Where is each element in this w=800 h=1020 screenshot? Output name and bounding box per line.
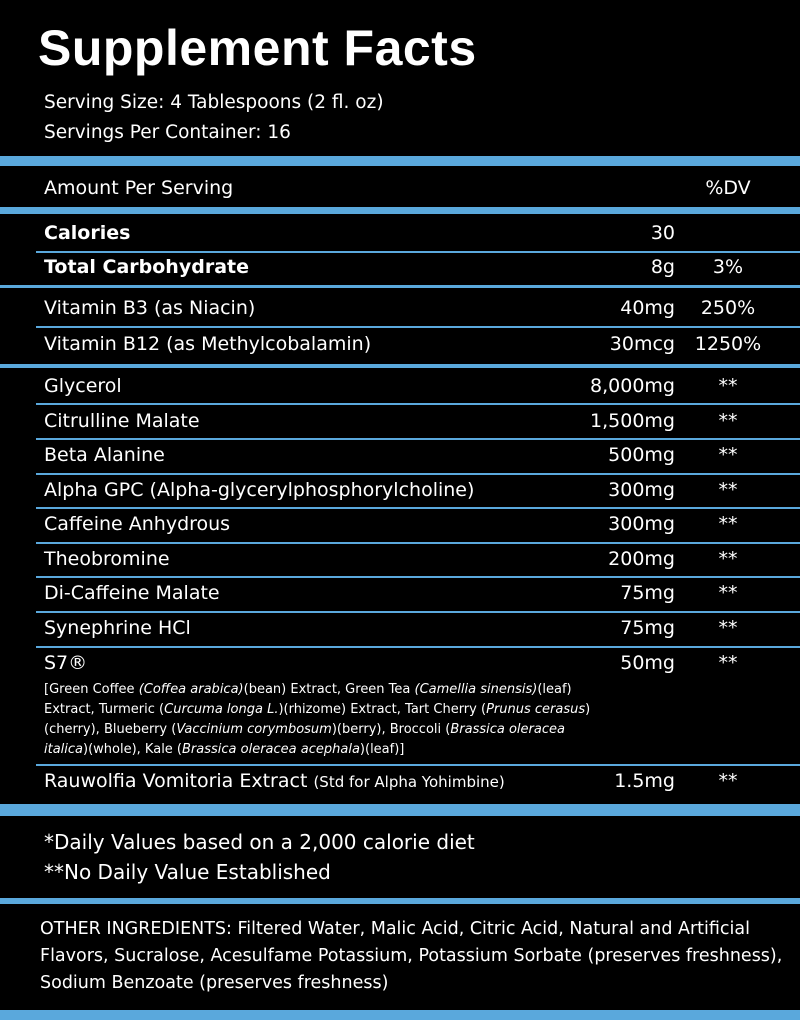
calories-label: Calories <box>44 222 131 244</box>
ingredient-amount: 300mg <box>608 479 675 501</box>
row-divider <box>36 326 800 328</box>
ingredient-amount: 8,000mg <box>590 375 675 397</box>
panel-title: Supplement Facts <box>38 20 477 76</box>
ingredient-name: Alpha GPC (Alpha-glycerylphosphorylcholine) <box>44 479 475 501</box>
footer-divider <box>0 898 800 904</box>
vitamin-b12-amount: 30mcg <box>609 333 675 355</box>
serving-size: Serving Size: 4 Tablespoons (2 fl. oz) <box>44 92 384 113</box>
row-divider <box>36 473 800 475</box>
other-ingredients: OTHER INGREDIENTS: Filtered Water, Malic Acid, Citric Acid, Natural and Artificial Flavors, Sucralose, Acesulfame Potassium, Potassium Sorbate (preserves freshness), Sodium Benzoate (preserves freshness) <box>40 919 783 993</box>
row-divider <box>36 764 800 766</box>
section-divider <box>0 285 800 288</box>
ingredient-name: Theobromine <box>44 548 170 570</box>
vitamin-b3-amount: 40mg <box>620 297 675 319</box>
row-divider <box>36 542 800 544</box>
rauwolfia-dv: ** <box>718 770 738 792</box>
ingredient-dv: ** <box>718 375 738 397</box>
dv-column-label: %DV <box>705 177 751 199</box>
bottom-border <box>0 1010 800 1020</box>
rauwolfia-row <box>44 770 505 804</box>
ingredient-dv: ** <box>718 582 738 604</box>
s7-blend-amount: 50mg <box>620 652 675 674</box>
rauwolfia-name: Rauwolfia Vomitoria Extract <box>44 770 308 792</box>
ingredient-amount: 200mg <box>608 548 675 570</box>
ingredient-dv: ** <box>718 479 738 501</box>
vitamin-b3-label: Vitamin B3 (as Niacin) <box>44 297 256 319</box>
calories-amount: 30 <box>650 222 675 244</box>
ingredient-dv: ** <box>718 513 738 535</box>
carbohydrate-amount: 8g <box>650 256 675 278</box>
ingredient-amount: 1,500mg <box>590 410 675 432</box>
row-divider <box>36 403 800 405</box>
amount-per-serving-label: Amount Per Serving <box>44 177 234 199</box>
ingredient-amount: 75mg <box>620 617 675 639</box>
row-divider <box>36 611 800 613</box>
rauwolfia-note: (Std for Alpha Yohimbine) <box>313 773 505 791</box>
medium-divider <box>0 207 800 214</box>
ingredient-dv: ** <box>718 444 738 466</box>
ingredient-dv: ** <box>718 410 738 432</box>
ingredient-name: Synephrine HCl <box>44 617 191 639</box>
no-dv-footnote: **No Daily Value Established <box>44 860 331 884</box>
vitamin-b12-dv: 1250% <box>694 333 762 355</box>
carbohydrate-dv: 3% <box>712 256 744 278</box>
carbohydrate-label: Total Carbohydrate <box>44 256 249 278</box>
row-divider <box>36 646 800 648</box>
s7-blend-description: [Green Coffee (Coffea arabica)(bean) Extract, Green Tea (Camellia sinensis)(leaf) Extract, Turmeric (Curcuma longa L.)(rhizome) Extract, Tart Cherry (Prunus cerasus)(cherry), Blueberry (Vaccinium corymbosum)(berry), Broccoli (Brassica oleracea italica)(whole), Kale (Brassica oleracea acephala)(leaf)] <box>44 682 591 757</box>
row-divider <box>36 576 800 578</box>
ingredient-name: Beta Alanine <box>44 444 165 466</box>
ingredient-dv: ** <box>718 617 738 639</box>
vitamin-b3-dv: 250% <box>700 297 756 319</box>
daily-values-footnote: *Daily Values based on a 2,000 calorie diet <box>44 830 475 854</box>
ingredient-amount: 500mg <box>608 444 675 466</box>
ingredient-name: Caffeine Anhydrous <box>44 513 231 535</box>
ingredient-amount: 300mg <box>608 513 675 535</box>
ingredient-dv: ** <box>718 548 738 570</box>
vitamin-b12-label: Vitamin B12 (as Methylcobalamin) <box>44 333 372 355</box>
s7-blend-name: S7® <box>44 652 88 674</box>
s7-blend-dv: ** <box>718 652 738 674</box>
row-divider <box>36 507 800 509</box>
thick-divider <box>0 804 800 816</box>
ingredient-name: Citrulline Malate <box>44 410 200 432</box>
row-divider <box>36 251 800 253</box>
servings-per-container: Servings Per Container: 16 <box>44 122 291 143</box>
ingredient-amount: 75mg <box>620 582 675 604</box>
rauwolfia-amount: 1.5mg <box>614 770 675 792</box>
ingredient-name: Di-Caffeine Malate <box>44 582 220 604</box>
ingredient-name: Glycerol <box>44 375 122 397</box>
section-divider <box>0 364 800 368</box>
row-divider <box>36 438 800 440</box>
thick-divider <box>0 156 800 166</box>
